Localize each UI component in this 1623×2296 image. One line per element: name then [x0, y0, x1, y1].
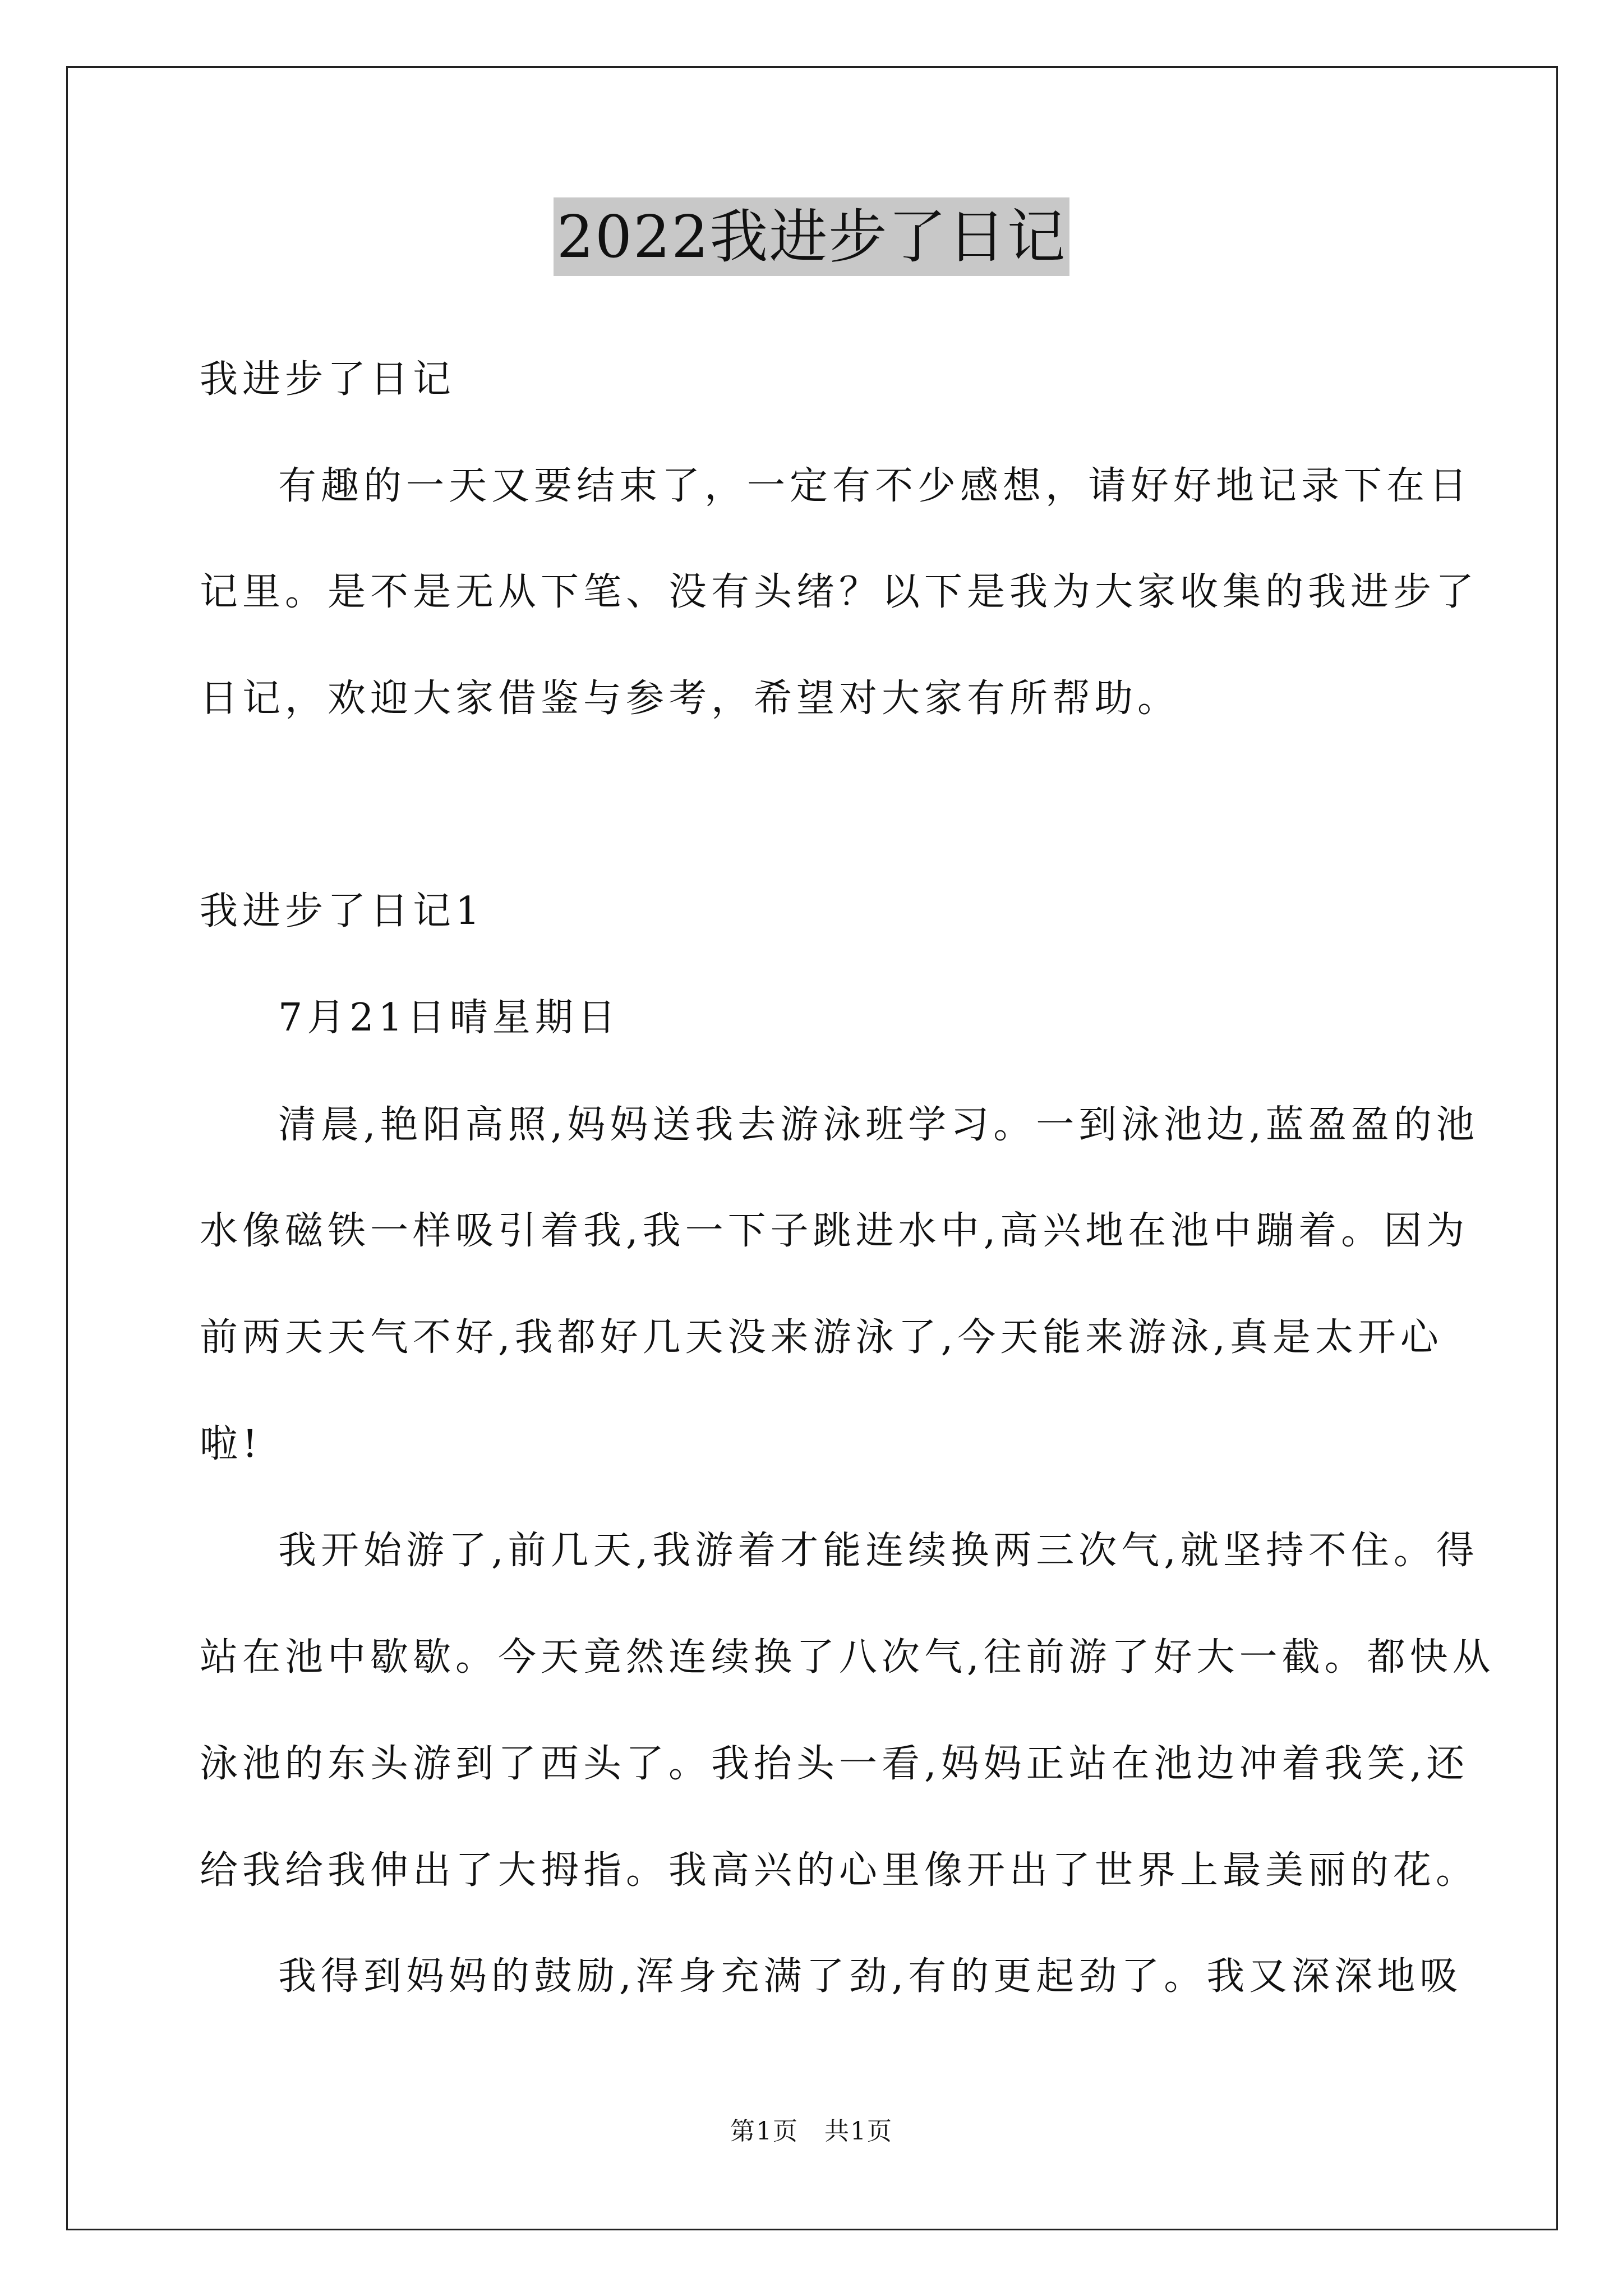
intro-line-2: 记里。是不是无从下笔、没有头绪？以下是我为大家收集的我进步了 [200, 570, 1479, 614]
intro-line-1: 有趣的一天又要结束了，一定有不少感想，请好好地记录下在日 [278, 464, 1472, 508]
para1-line-1: 清晨,艳阳高照,妈妈送我去游泳班学习。一到泳池边,蓝盈盈的池 [278, 1103, 1479, 1147]
page-number-total: 共1页 [824, 2117, 893, 2146]
document-title: 2022我进步了日记 [554, 197, 1070, 276]
date-line: 7月21日晴星期日 [278, 996, 620, 1040]
para2-line-3: 泳池的东头游到了西头了。我抬头一看,妈妈正站在池边冲着我笑,还 [200, 1742, 1469, 1786]
intro-line-3: 日记，欢迎大家借鉴与参考，希望对大家有所帮助。 [200, 677, 1181, 721]
subtitle: 我进步了日记 [200, 357, 456, 402]
para2-line-2: 站在池中歇歇。今天竟然连续换了八次气,往前游了好大一截。都快从 [200, 1635, 1495, 1680]
para1-line-2: 水像磁铁一样吸引着我,我一下子跳进水中,高兴地在池中蹦着。因为 [200, 1209, 1469, 1253]
page-number-current: 第1页 [730, 2117, 799, 2146]
para1-line-4: 啦! [200, 1422, 262, 1466]
para1-line-3: 前两天天气不好,我都好几天没来游泳了,今天能来游泳,真是太开心 [200, 1315, 1443, 1360]
para3-line-1: 我得到妈妈的鼓励,浑身充满了劲,有的更起劲了。我又深深地吸 [278, 1954, 1463, 1999]
title-container [0, 197, 1623, 276]
page-footer [0, 2115, 1623, 2148]
para2-line-4: 给我给我伸出了大拇指。我高兴的心里像开出了世界上最美丽的花。 [200, 1848, 1479, 1893]
section-heading: 我进步了日记1 [200, 889, 485, 933]
para2-line-1: 我开始游了,前几天,我游着才能连续换两三次气,就坚持不住。得 [278, 1529, 1479, 1573]
